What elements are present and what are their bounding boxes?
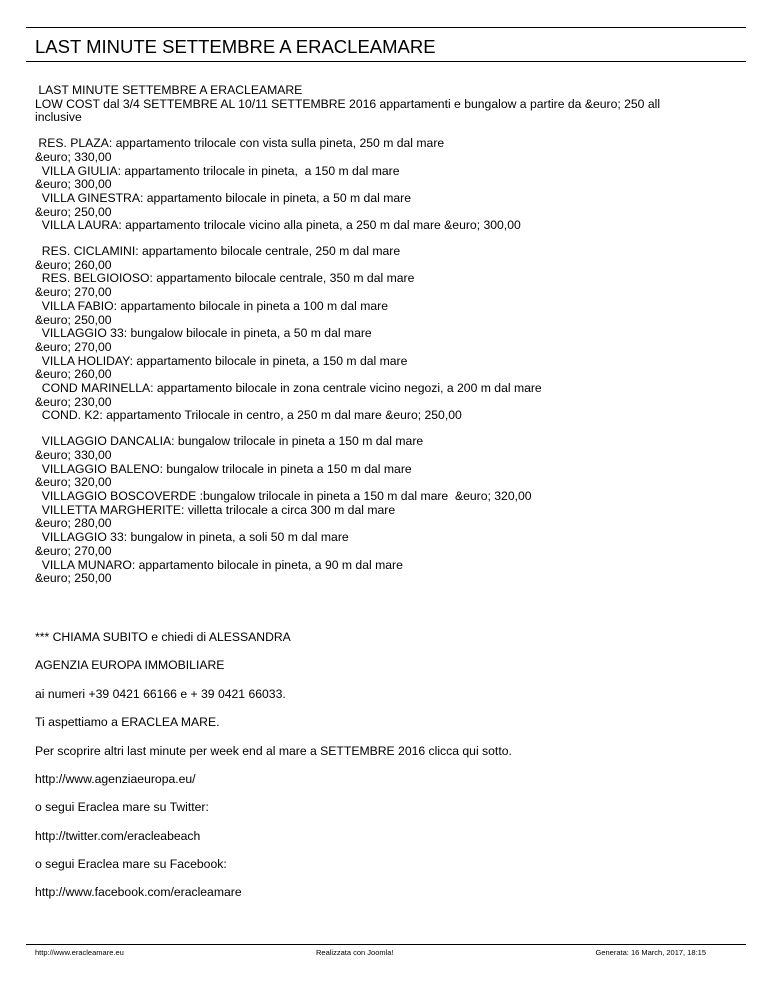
listing-line: RES. PLAZA: appartamento trilocale con vista sulla pineta, 250 m dal mare — [35, 136, 445, 151]
listing-line: RES. CICLAMINI: appartamento bilocale centrale, 250 m dal mare — [35, 244, 401, 259]
listing-line: VILLA MUNARO: appartamento bilocale in pineta, a 90 m dal mare — [35, 557, 403, 572]
footer-rule — [26, 944, 746, 945]
listing-price: &euro; 260,00 — [35, 367, 112, 382]
listing-price: &euro; 320,00 — [35, 475, 112, 490]
call-to-action: *** CHIAMA SUBITO e chiedi di ALESSANDRA — [35, 630, 291, 644]
listing-price: &euro; 250,00 — [35, 571, 112, 586]
page-title: LAST MINUTE SETTEMBRE A ERACLEAMARE — [35, 36, 436, 57]
facebook-link[interactable]: http://www.facebook.com/eracleamare — [35, 885, 242, 900]
intro-title: LAST MINUTE SETTEMBRE A ERACLEAMARE — [35, 83, 303, 97]
listing-line: RES. BELGIOIOSO: appartamento bilocale centrale, 350 m dal mare — [35, 271, 415, 286]
listing-line: VILLA GINESTRA: appartamento bilocale in pineta, a 50 m dal mare — [35, 190, 411, 205]
listing-line: VILLA GIULIA: appartamento trilocale in pineta, a 150 m dal mare — [35, 163, 400, 178]
intro-text-continued: inclusive — [35, 110, 82, 125]
twitter-link[interactable]: http://twitter.com/eracleabeach — [35, 828, 201, 843]
listing-line: VILLAGGIO 33: bungalow bilocale in pineta, a 50 m dal mare — [35, 326, 372, 341]
welcome-text: Ti aspettiamo a ERACLEA MARE. — [35, 715, 220, 730]
listing-price: &euro; 300,00 — [35, 177, 112, 192]
intro-text: LOW COST dal 3/4 SETTEMBRE AL 10/11 SETTEMBRE 2016 appartamenti e bungalow a partire da &euro; 250 all — [35, 96, 661, 111]
listing-price: &euro; 280,00 — [35, 516, 112, 531]
twitter-text: o segui Eraclea mare su Twitter: — [35, 800, 209, 815]
listing-price: &euro; 270,00 — [35, 543, 112, 558]
listing-line: VILLETTA MARGHERITE: villetta trilocale a circa 300 m dal mare — [35, 502, 396, 517]
footer-site-link[interactable]: http://www.eracleamare.eu — [35, 948, 124, 957]
listing-line: VILLAGGIO BALENO: bungalow trilocale in pineta a 150 m dal mare — [35, 461, 412, 476]
listing-price: &euro; 250,00 — [35, 204, 112, 219]
listing-group-3 — [35, 435, 735, 586]
agency-name: AGENZIA EUROPA IMMOBILIARE — [35, 658, 225, 673]
listing-price: &euro; 270,00 — [35, 339, 112, 354]
title-rule — [26, 61, 746, 62]
listing-price: &euro; 330,00 — [35, 149, 112, 164]
facebook-text: o segui Eraclea mare su Facebook: — [35, 857, 227, 871]
listing-price: &euro; 250,00 — [35, 312, 112, 327]
listing-price: &euro; 270,00 — [35, 285, 112, 300]
listing-line: VILLAGGIO 33: bungalow in pineta, a soli 50 m dal mare — [35, 530, 349, 545]
phone-numbers: ai numeri +39 0421 66166 e + 39 0421 66033. — [35, 686, 286, 701]
listing-price: &euro; 260,00 — [35, 257, 112, 272]
listing-group-2 — [35, 245, 735, 423]
agency-link[interactable]: http://www.agenziaeuropa.eu/ — [35, 771, 196, 786]
listing-line: COND. K2: appartamento Trilocale in centro, a 250 m dal mare &euro; 250,00 — [35, 408, 462, 423]
listing-price: &euro; 230,00 — [35, 394, 112, 409]
listing-line: VILLA FABIO: appartamento bilocale in pineta a 100 m dal mare — [35, 298, 388, 313]
footer-credit: Realizzata con Joomla! — [316, 948, 394, 957]
listing-line: VILLA HOLIDAY: appartamento bilocale in pineta, a 150 m dal mare — [35, 353, 408, 368]
article-body — [35, 84, 735, 586]
contact-section — [35, 631, 735, 915]
listing-line: VILLAGGIO BOSCOVERDE :bungalow trilocale in pineta a 150 m dal mare &euro; 320,00 — [35, 488, 532, 503]
listing-group-1 — [35, 137, 735, 233]
footer-generated-date: Generata: 16 March, 2017, 18:15 — [595, 948, 706, 957]
top-rule — [26, 27, 746, 28]
more-offers-text: Per scoprire altri last minute per week end al mare a SETTEMBRE 2016 clicca qui sotto. — [35, 743, 512, 758]
listing-line: COND MARINELLA: appartamento bilocale in zona centrale vicino negozi, a 200 m dal mare — [35, 381, 542, 396]
listing-line: VILLAGGIO DANCALIA: bungalow trilocale in pineta a 150 m dal mare — [35, 434, 424, 449]
listing-price: &euro; 330,00 — [35, 447, 112, 462]
listing-line: VILLA LAURA: appartamento trilocale vicino alla pineta, a 250 m dal mare &euro; 300,00 — [35, 218, 521, 233]
